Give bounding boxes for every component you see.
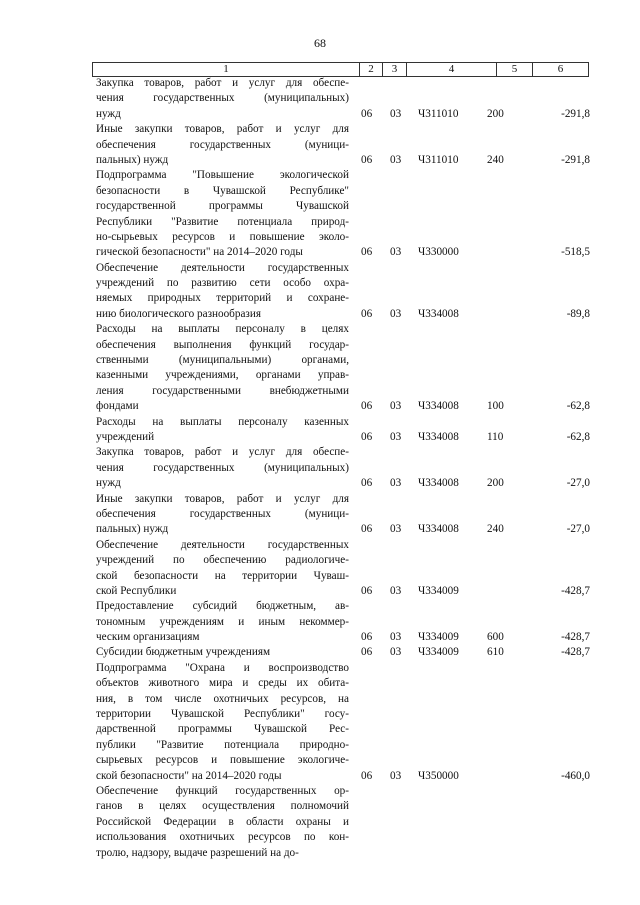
description-line: ской безопасности" на 2014–2020 годы xyxy=(96,769,282,782)
row-codes xyxy=(96,769,592,784)
page-number: 68 xyxy=(314,36,326,50)
target-article-code: Ч311010 xyxy=(418,107,459,120)
description-line: Российской Федерации в области охраны и xyxy=(96,815,349,828)
header-col-5: 5 xyxy=(497,63,533,76)
row-codes xyxy=(96,630,592,645)
expense-type-code: 110 xyxy=(487,430,504,443)
description-line: чения государственных (муниципальных) xyxy=(96,461,349,474)
row-codes xyxy=(96,245,592,260)
description-line: учреждений по развитию сети особо охра- xyxy=(96,277,349,290)
table-row xyxy=(96,322,592,414)
section-code: 06 xyxy=(361,400,373,413)
section-code: 06 xyxy=(361,307,373,320)
target-article-code: Ч334009 xyxy=(418,584,459,597)
description-line: учреждений по обеспечению радиологиче- xyxy=(96,554,349,567)
expense-type-code: 240 xyxy=(487,153,504,166)
expense-type-code: 200 xyxy=(487,477,504,490)
subsection-code: 03 xyxy=(390,631,402,644)
target-article-code: Ч311010 xyxy=(418,153,459,166)
row-description xyxy=(96,661,349,784)
description-line: Субсидии бюджетным учреждениям xyxy=(96,646,271,659)
table-row xyxy=(96,445,592,491)
description-line: тролю, надзору, выдаче разрешений на до- xyxy=(96,846,299,859)
row-codes xyxy=(96,107,592,122)
description-line: Предоставление субсидий бюджетным, ав- xyxy=(96,600,349,613)
description-line: пальных) нужд xyxy=(96,523,169,536)
expense-type-code: 200 xyxy=(487,107,504,120)
subsection-code: 03 xyxy=(390,430,402,443)
description-line: территории Чувашской Республики" госу- xyxy=(96,708,349,721)
row-codes xyxy=(96,307,592,322)
table-row xyxy=(96,168,592,260)
description-line: публики "Развитие потенциала природно- xyxy=(96,738,349,751)
description-line: ганов в целях осуществления полномочий xyxy=(96,800,349,813)
description-line: Закупка товаров, работ и услуг для обеспе- xyxy=(96,77,349,89)
amount: -291,8 xyxy=(561,153,590,166)
target-article-code: Ч334008 xyxy=(418,477,459,490)
description-line: няемых природных территорий и сохране- xyxy=(96,292,349,305)
header-col-2: 2 xyxy=(360,63,383,76)
table-row xyxy=(96,661,592,784)
section-code: 06 xyxy=(361,769,373,782)
section-code: 06 xyxy=(361,477,373,490)
section-code: 06 xyxy=(361,584,373,597)
target-article-code: Ч334008 xyxy=(418,523,459,536)
table-row xyxy=(96,645,592,660)
amount: -460,0 xyxy=(561,769,590,782)
table-header xyxy=(92,62,589,77)
description-line: ления государственными внебюджетными xyxy=(96,384,349,397)
table-row xyxy=(96,415,592,446)
subsection-code: 03 xyxy=(390,246,402,259)
amount: -27,0 xyxy=(566,477,590,490)
target-article-code: Ч334009 xyxy=(418,646,459,659)
target-article-code: Ч334008 xyxy=(418,400,459,413)
amount: -89,8 xyxy=(566,307,590,320)
header-col-1: 1 xyxy=(93,63,360,76)
row-codes xyxy=(96,584,592,599)
description-line: гической безопасности" на 2014–2020 годы xyxy=(96,246,303,259)
expense-type-code: 240 xyxy=(487,523,504,536)
header-col-6: 6 xyxy=(557,63,564,75)
table-row xyxy=(96,784,592,861)
amount: -62,8 xyxy=(566,430,590,443)
amount: -428,7 xyxy=(561,584,590,597)
target-article-code: Ч330000 xyxy=(418,246,459,259)
description-line: чения государственных (муниципальных) xyxy=(96,92,349,105)
subsection-code: 03 xyxy=(390,307,402,320)
description-line: обеспечения государственных (муници- xyxy=(96,507,349,520)
description-line: ской Республики xyxy=(96,584,177,597)
description-line: Закупка товаров, работ и услуг для обеспе- xyxy=(96,446,349,459)
description-line: казенными учреждениями, органами управ- xyxy=(96,369,349,382)
section-code: 06 xyxy=(361,523,373,536)
row-codes xyxy=(96,522,592,537)
table-body xyxy=(96,76,592,861)
subsection-code: 03 xyxy=(390,584,402,597)
section-code: 06 xyxy=(361,430,373,443)
subsection-code: 03 xyxy=(390,107,402,120)
description-line: Обеспечение деятельности государственных xyxy=(96,261,349,274)
description-line: ственными (муниципальными) органами, xyxy=(96,354,349,367)
description-line: тономным учреждениям и иным некоммер- xyxy=(96,615,349,628)
target-article-code: Ч350000 xyxy=(418,769,459,782)
header-col-4: 4 xyxy=(407,63,497,76)
row-codes xyxy=(96,846,592,861)
table-row xyxy=(96,538,592,600)
target-article-code: Ч334008 xyxy=(418,430,459,443)
amount: -62,8 xyxy=(566,400,590,413)
description-line: Иные закупки товаров, работ и услуг для xyxy=(96,492,349,505)
amount: -428,7 xyxy=(561,646,590,659)
description-line: обеспечения государственных (муници- xyxy=(96,138,349,151)
description-line: нужд xyxy=(96,477,121,490)
table-row xyxy=(96,122,592,168)
subsection-code: 03 xyxy=(390,153,402,166)
description-line: Обеспечение функций государственных ор- xyxy=(96,784,349,797)
description-line: обеспечения выполнения функций государ- xyxy=(96,338,349,351)
row-codes xyxy=(96,399,592,414)
target-article-code: Ч334009 xyxy=(418,631,459,644)
description-line: Подпрограмма "Повышение экологической xyxy=(96,169,349,182)
description-line: пальных) нужд xyxy=(96,153,169,166)
description-line: дарственной программы Чувашской Рес- xyxy=(96,723,349,736)
section-code: 06 xyxy=(361,153,373,166)
description-line: нужд xyxy=(96,107,121,120)
description-line: учреждений xyxy=(96,430,155,443)
expense-type-code: 600 xyxy=(487,631,504,644)
amount: -518,5 xyxy=(561,246,590,259)
description-line: безопасности в Чувашской Республике" xyxy=(96,184,349,197)
row-codes xyxy=(96,153,592,168)
description-line: объектов животного мира и среды их обита- xyxy=(96,677,349,690)
amount: -291,8 xyxy=(561,107,590,120)
description-line: фондами xyxy=(96,400,139,413)
description-line: сырьевых ресурсов и повышение экологиче- xyxy=(96,754,349,767)
description-line: нию биологического разнообразия xyxy=(96,307,261,320)
row-codes xyxy=(96,430,592,445)
amount: -428,7 xyxy=(561,631,590,644)
target-article-code: Ч334008 xyxy=(418,307,459,320)
section-code: 06 xyxy=(361,107,373,120)
table-row xyxy=(96,76,592,122)
section-code: 06 xyxy=(361,631,373,644)
table-row xyxy=(96,492,592,538)
subsection-code: 03 xyxy=(390,646,402,659)
header-col-3: 3 xyxy=(383,63,407,76)
expense-type-code: 610 xyxy=(487,646,504,659)
subsection-code: 03 xyxy=(390,477,402,490)
description-line: использования охотничьих ресурсов по кон- xyxy=(96,831,349,844)
section-code: 06 xyxy=(361,646,373,659)
subsection-code: 03 xyxy=(390,523,402,536)
section-code: 06 xyxy=(361,246,373,259)
table-row xyxy=(96,261,592,323)
table-row xyxy=(96,599,592,645)
description-line: Расходы на выплаты персоналу казенных xyxy=(96,415,349,428)
description-line: Иные закупки товаров, работ и услуг для xyxy=(96,123,349,136)
description-line: ской безопасности на территории Чуваш- xyxy=(96,569,349,582)
description-line: Республики "Развитие потенциала природ- xyxy=(96,215,349,228)
amount: -27,0 xyxy=(566,523,590,536)
row-codes xyxy=(96,476,592,491)
description-line: государственной программы Чувашской xyxy=(96,200,349,213)
description-line: ческим организациям xyxy=(96,631,200,644)
description-line: ния, в том числе охотничьих ресурсов, на xyxy=(96,692,349,705)
subsection-code: 03 xyxy=(390,769,402,782)
expense-type-code: 100 xyxy=(487,400,504,413)
description-line: Расходы на выплаты персоналу в целях xyxy=(96,323,349,336)
description-line: Обеспечение деятельности государственных xyxy=(96,538,349,551)
row-codes xyxy=(96,645,592,660)
description-line: но-сырьевых ресурсов и повышение эколо- xyxy=(96,230,349,243)
description-line: Подпрограмма "Охрана и воспроизводство xyxy=(96,661,349,674)
subsection-code: 03 xyxy=(390,400,402,413)
